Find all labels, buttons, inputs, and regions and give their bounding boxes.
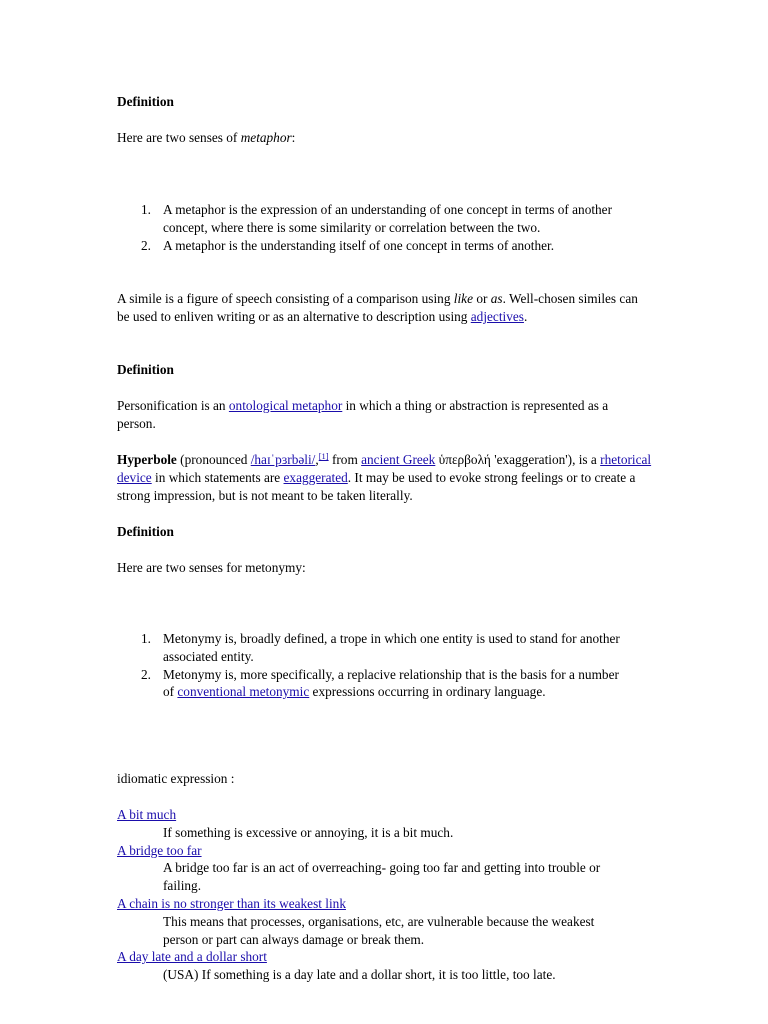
rhetorical-device-link[interactable]: rhetorical device: [117, 452, 652, 485]
ancient-greek-link[interactable]: ancient Greek: [361, 452, 436, 467]
idiom-entry: [117, 842, 633, 895]
idiom-definition: If something is excessive or annoying, it is a bit much.: [163, 824, 454, 840]
metaphor-term: metaphor: [240, 130, 292, 145]
idiom-definition: (USA) If something is a day late and a dollar short, it is too little, too late.: [163, 967, 556, 983]
metaphor-senses-list: [117, 201, 633, 254]
adjectives-link[interactable]: adjectives: [470, 308, 524, 324]
list-item: 1. Metonymy is, broadly defined, a trope in which one entity is used to stand for another associated entity.: [141, 631, 620, 664]
ontological-metaphor-link[interactable]: ontological metaphor: [228, 398, 343, 413]
metaphor-heading: Definition: [117, 94, 174, 109]
hyperbole-paragraph: Hyperbole (pronounced /haɪˈpɜrbəli/,[1] from ancient Greek ὑπερβολή 'exaggeration'), is a rhetorical device in which statements are exaggerated. It may be used to evoke strong feelings or to create a strong impression, but is not meant to be taken literally.: [117, 451, 652, 503]
idiom-definition: This means that processes, organisations, etc, are vulnerable because the weakest person or part can always damage or break them.: [163, 913, 595, 947]
idiom-term-link[interactable]: A chain is no stronger than its weakest link: [117, 895, 346, 911]
idiom-term-link[interactable]: A bridge too far: [117, 842, 202, 858]
metaphor-intro: Here are two senses of metaphor:: [117, 130, 296, 145]
reference-link[interactable]: [1]: [318, 451, 329, 461]
idiom-term-link[interactable]: A bit much: [117, 807, 177, 822]
idiom-term-link[interactable]: A day late and a dollar short: [117, 949, 267, 965]
hyperbole-term: Hyperbole: [117, 452, 177, 467]
exaggerated-link[interactable]: exaggerated: [283, 469, 348, 485]
pronunciation-link[interactable]: /haɪˈpɜrbəli/: [250, 452, 316, 467]
idioms-heading: idiomatic expression :: [117, 771, 235, 786]
personification-heading: Definition: [117, 362, 174, 377]
list-item: 2. Metonymy is, more specifically, a replacive relationship that is the basis for a number of conventional metonymic expressions occurring in ordinary language.: [141, 666, 619, 700]
idiom-list: [117, 806, 633, 984]
metonymy-senses-list: [117, 630, 633, 701]
list-item: 2. A metaphor is the understanding itself of one concept in terms of another.: [141, 237, 555, 253]
idiom-entry: [117, 895, 633, 948]
metonymy-heading: Definition: [117, 524, 174, 539]
idiom-entry: [117, 806, 633, 842]
simile-paragraph: A simile is a figure of speech consisting of a comparison using like or as. Well-chosen similes can be used to enliven writing or as an alternative to description using adjectives.: [117, 291, 638, 324]
idiom-entry: [117, 948, 633, 984]
personification-paragraph: Personification is an ontological metaphor in which a thing or abstraction is represented as a person.: [117, 398, 609, 431]
idiom-definition: A bridge too far is an act of overreaching- going too far and getting into trouble or failing.: [163, 860, 601, 894]
list-item: 1. A metaphor is the expression of an understanding of one concept in terms of another concept, where there is some similarity or correlation between the two.: [141, 202, 613, 235]
conventional-metonymic-link[interactable]: conventional metonymic: [177, 684, 310, 700]
metonymy-intro: Here are two senses for metonymy:: [117, 560, 306, 575]
